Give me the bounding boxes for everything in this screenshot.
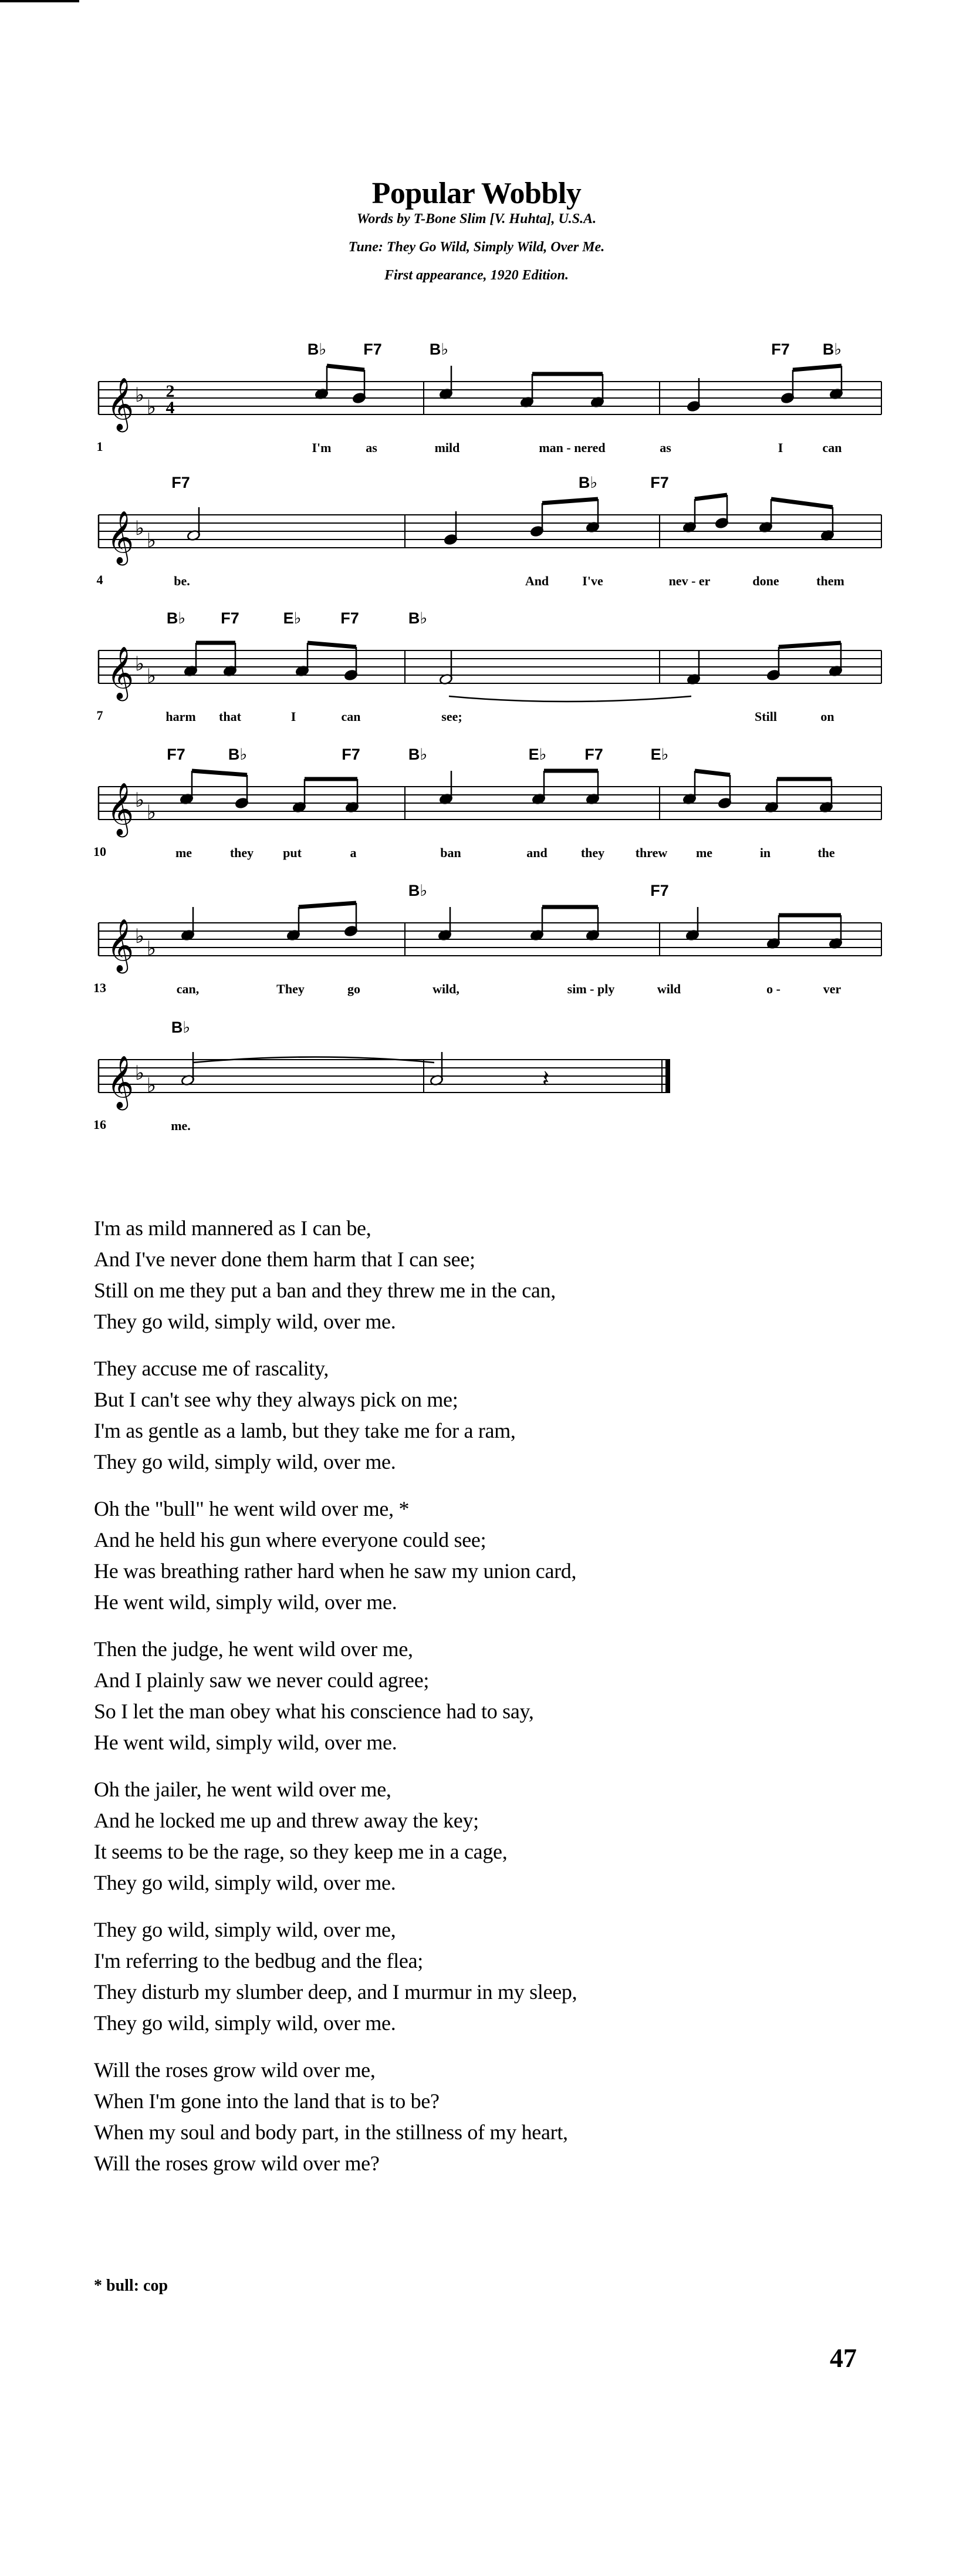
lyric-syllable: And	[525, 574, 549, 588]
lyric-syllable: harm	[165, 709, 196, 724]
lyric-syllable: can	[341, 709, 361, 724]
chord-symbol: F7	[340, 609, 359, 627]
lyric-syllable: mild	[434, 440, 460, 455]
lyric-syllable: on	[820, 709, 834, 724]
stanza	[94, 1353, 857, 1478]
lyric-syllable: as	[366, 440, 377, 455]
verse-line: They go wild, simply wild, over me.	[94, 1450, 396, 1474]
verse-line: He was breathing rather hard when he saw my union card,	[94, 1559, 577, 1583]
verse-line: Oh the jailer, he went wild over me,	[94, 1778, 391, 1801]
flat-icon: ♭	[147, 937, 157, 960]
lyric-syllable: sim - ply	[567, 982, 615, 996]
lyric-syllable: ban	[440, 845, 461, 860]
lyric-syllable: see;	[441, 709, 462, 724]
chord-symbol: B♭	[429, 340, 449, 358]
verse-line: Will the roses grow wild over me,	[94, 2058, 376, 2082]
verse-line: They go wild, simply wild, over me.	[94, 2011, 396, 2035]
measure-number: 4	[96, 572, 103, 587]
verse-line: So I let the man obey what his conscience had to say,	[94, 1700, 534, 1723]
flat-icon: ♭	[147, 801, 157, 824]
chord-symbol: E♭	[528, 746, 547, 763]
beam	[192, 771, 247, 775]
lyric-syllable: go	[347, 982, 360, 996]
beam	[299, 903, 356, 907]
verse-line: They accuse me of rascality,	[94, 1357, 329, 1380]
verse-line: They go wild, simply wild, over me,	[94, 1918, 396, 1941]
verse-line: And I've never done them harm that I can see;	[94, 1247, 475, 1271]
chord-symbol: B♭	[408, 609, 428, 627]
chord-symbol: F7	[650, 474, 669, 491]
lyric-syllable: I	[778, 440, 783, 455]
chord-symbol: B♭	[408, 882, 428, 899]
flat-icon: ♭	[135, 652, 145, 676]
lyrics-verses	[94, 1213, 857, 2195]
beam	[307, 643, 356, 647]
words-credit: Words by T-Bone Slim [V. Huhta], U.S.A.	[356, 211, 597, 227]
treble-clef-icon: 𝄞	[107, 511, 134, 564]
song-title: Popular Wobbly	[371, 177, 582, 210]
beam	[695, 771, 730, 775]
stanza	[94, 1493, 857, 1618]
measure-number: 1	[96, 439, 103, 454]
quarter-rest-icon: 𝄽	[542, 1066, 550, 1093]
lyric-syllable: I've	[582, 574, 603, 588]
chord-symbol: B♭	[307, 340, 327, 358]
lyric-syllable: ver	[823, 982, 842, 996]
lyric-syllable: me	[695, 845, 713, 860]
chord-symbol: B♭	[822, 340, 842, 358]
treble-clef-icon: 𝄞	[107, 377, 134, 430]
first-appearance: First appearance, 1920 Edition.	[384, 268, 569, 283]
flat-icon: ♭	[135, 517, 145, 540]
beam	[793, 366, 842, 370]
stanza	[94, 2055, 857, 2179]
verse-line: But I can't see why they always pick on me;	[94, 1388, 458, 1411]
verse-line: He went wild, simply wild, over me.	[94, 1590, 397, 1614]
beam	[695, 495, 727, 499]
tie	[449, 696, 691, 702]
lyric-syllable: threw	[635, 845, 668, 860]
lyric-syllable: man - nered	[539, 440, 606, 455]
flat-icon: ♭	[147, 396, 157, 419]
lyric-syllable: a	[350, 845, 357, 860]
lyric-syllable: can	[822, 440, 842, 455]
chord-symbol: B♭	[578, 474, 598, 491]
chord-symbol: B♭	[228, 746, 248, 763]
chord-symbol: E♭	[650, 746, 669, 763]
treble-clef-icon: 𝄞	[107, 919, 134, 972]
tune-credit: Tune: They Go Wild, Simply Wild, Over Me.	[348, 240, 605, 255]
treble-clef-icon: 𝄞	[107, 783, 134, 835]
verse-line: They disturb my slumber deep, and I murmur in my sleep,	[94, 1980, 577, 2004]
verse-line: They go wild, simply wild, over me.	[94, 1871, 396, 1894]
lyric-syllable: they	[229, 845, 254, 860]
lyric-syllable: done	[752, 574, 779, 588]
chord-symbol: B♭	[171, 1019, 191, 1036]
lyric-syllable: they	[580, 845, 605, 860]
lyric-syllable: I'm	[312, 440, 332, 455]
stanza	[94, 1914, 857, 2039]
verse-line: Then the judge, he went wild over me,	[94, 1637, 413, 1661]
lyric-syllable: the	[817, 845, 835, 860]
verse-line: I'm referring to the bedbug and the flea;	[94, 1949, 423, 1973]
verse-line: And he locked me up and threw away the key;	[94, 1809, 479, 1832]
verse-line: Will the roses grow wild over me?	[94, 2152, 380, 2175]
verse-line: It seems to be the rage, so they keep me in a cage,	[94, 1840, 508, 1863]
chord-symbol: F7	[363, 340, 382, 358]
flat-icon: ♭	[147, 1074, 157, 1097]
lyric-syllable: and	[526, 845, 548, 860]
lyric-syllable: be.	[174, 574, 190, 588]
lyric-syllable: me.	[171, 1118, 191, 1133]
verse-line: And he held his gun where everyone could see;	[94, 1528, 486, 1552]
chord-symbol: B♭	[166, 609, 186, 627]
verse-line: He went wild, simply wild, over me.	[94, 1731, 397, 1754]
stanza	[94, 1634, 857, 1758]
lyric-syllable: as	[660, 440, 671, 455]
chord-symbol: F7	[771, 340, 790, 358]
lyric-syllable: wild	[657, 982, 681, 996]
chord-symbol: B♭	[408, 746, 428, 763]
verse-line: Oh the "bull" he went wild over me, *	[94, 1497, 410, 1520]
flat-icon: ♭	[135, 925, 145, 948]
lyric-syllable: that	[219, 709, 241, 724]
lyric-syllable: can,	[176, 982, 200, 996]
measure-number: 16	[93, 1117, 106, 1132]
lyric-syllable: Still	[755, 709, 777, 724]
flat-icon: ♭	[135, 1061, 145, 1085]
verse-line: I'm as gentle as a lamb, but they take me for a ram,	[94, 1419, 516, 1442]
flat-icon: ♭	[135, 383, 145, 407]
measure-number: 7	[96, 708, 103, 723]
beam	[327, 366, 364, 370]
verse-line: I'm as mild mannered as I can be,	[94, 1216, 371, 1240]
chord-symbol: F7	[342, 746, 360, 763]
verse-line: They go wild, simply wild, over me.	[94, 1310, 396, 1333]
flat-icon: ♭	[147, 665, 157, 688]
chord-symbol: F7	[171, 474, 190, 491]
time-signature-icon: 2	[165, 382, 175, 401]
treble-clef-icon: 𝄞	[107, 1056, 134, 1108]
lyric-syllable: nev - er	[668, 574, 711, 588]
lyric-syllable: me	[175, 845, 192, 860]
lyric-syllable: put	[283, 845, 302, 860]
chord-symbol: F7	[221, 609, 239, 627]
verse-line: Still on me they put a ban and they threw me in the can,	[94, 1279, 556, 1302]
flat-icon: ♭	[135, 788, 145, 812]
chord-symbol: F7	[650, 882, 669, 899]
measure-number: 13	[93, 980, 106, 995]
lyric-syllable: in	[759, 845, 771, 860]
chord-symbol: F7	[584, 746, 603, 763]
chord-symbol: F7	[167, 746, 185, 763]
chord-symbol: E♭	[283, 609, 302, 627]
final-bar-line	[665, 1060, 670, 1093]
flat-icon: ♭	[147, 529, 157, 552]
lyric-syllable: them	[816, 574, 844, 588]
lyric-syllable: I	[290, 709, 296, 724]
stanza	[94, 1213, 857, 1337]
verse-line: When my soul and body part, in the stillness of my heart,	[94, 2120, 568, 2144]
page-number: 47	[830, 2343, 857, 2373]
footnote: * bull: cop	[94, 2277, 168, 2295]
beam	[779, 643, 841, 647]
lyric-syllable: wild,	[432, 982, 459, 996]
verse-line: When I'm gone into the land that is to be?	[94, 2089, 440, 2113]
lyric-syllable: o -	[766, 982, 780, 996]
lyric-syllable: They	[276, 982, 305, 996]
measure-number: 10	[93, 844, 106, 859]
sheet-music	[0, 0, 953, 1174]
treble-clef-icon: 𝄞	[107, 646, 134, 699]
beam	[771, 499, 833, 507]
beam	[542, 499, 598, 503]
stanza	[94, 1774, 857, 1899]
time-signature-icon: 4	[165, 398, 175, 417]
verse-line: And I plainly saw we never could agree;	[94, 1668, 430, 1692]
